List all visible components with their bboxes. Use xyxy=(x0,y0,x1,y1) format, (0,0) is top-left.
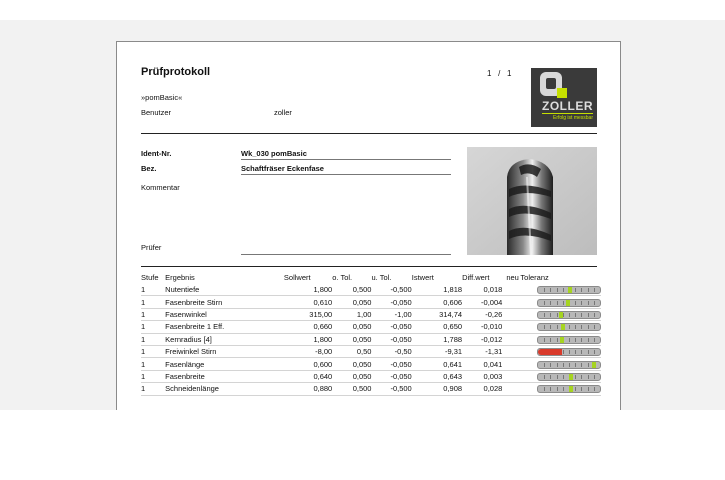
tolerance-tick xyxy=(569,350,570,354)
tolerance-tick xyxy=(544,387,545,391)
tolerance-tick xyxy=(581,325,582,329)
tolerance-tick xyxy=(569,313,570,317)
pruefer-label: Prüfer xyxy=(141,243,162,252)
cell-diffwert: 0,041 xyxy=(462,358,502,370)
cell-stufe: 1 xyxy=(141,358,165,370)
tolerance-tick xyxy=(557,325,558,329)
tolerance-tick xyxy=(575,338,576,342)
cell-neu xyxy=(502,345,520,357)
cell-otol: 0,500 xyxy=(332,383,371,395)
cell-stufe: 1 xyxy=(141,383,165,395)
table-row xyxy=(141,370,601,382)
cell-otol: 1,00 xyxy=(332,308,371,320)
benutzer-value: zoller xyxy=(274,108,292,117)
ident-value: Wk_030 pomBasic xyxy=(241,149,307,158)
cell-otol: 0,500 xyxy=(332,284,371,296)
cell-diffwert: -0,010 xyxy=(462,321,502,333)
report-title: Prüfprotokoll xyxy=(141,66,211,78)
tolerance-tick xyxy=(588,363,589,367)
cell-istwert: 0,641 xyxy=(412,358,462,370)
logo-square xyxy=(557,88,567,98)
tolerance-out-marker xyxy=(538,349,562,355)
cell-neu xyxy=(502,296,520,308)
tolerance-tick xyxy=(563,363,564,367)
cell-sollwert: 1,800 xyxy=(284,284,332,296)
pruefer-signature-line xyxy=(241,254,451,255)
cell-utol: -0,500 xyxy=(371,284,411,296)
tolerance-tick xyxy=(557,301,558,305)
cell-toleranz xyxy=(520,321,601,333)
cell-utol: -0,50 xyxy=(371,345,411,357)
cell-ergebnis: Fasenwinkel xyxy=(165,308,284,320)
tolerance-tick xyxy=(550,338,551,342)
cell-istwert: 0,606 xyxy=(412,296,462,308)
tolerance-tick xyxy=(544,325,545,329)
table-row xyxy=(141,284,601,296)
tolerance-tick xyxy=(544,301,545,305)
tolerance-tick xyxy=(581,387,582,391)
tolerance-bar xyxy=(537,299,601,307)
table-row xyxy=(141,345,601,357)
tolerance-tick xyxy=(581,301,582,305)
tolerance-tick xyxy=(544,338,545,342)
tolerance-tick xyxy=(575,313,576,317)
tolerance-tick xyxy=(569,325,570,329)
tolerance-tick xyxy=(557,288,558,292)
tolerance-tick xyxy=(550,301,551,305)
tolerance-tick xyxy=(550,387,551,391)
cell-istwert: 0,643 xyxy=(412,370,462,382)
page-indicator xyxy=(487,69,537,78)
page-separator: / xyxy=(498,69,501,78)
tolerance-bar xyxy=(537,286,601,294)
tolerance-tick xyxy=(575,350,576,354)
cell-neu xyxy=(502,383,520,395)
tolerance-tick xyxy=(557,375,558,379)
cell-diffwert: -0,004 xyxy=(462,296,502,308)
tolerance-tick xyxy=(544,363,545,367)
tolerance-marker xyxy=(560,337,564,343)
cell-diffwert: 0,018 xyxy=(462,284,502,296)
tolerance-tick xyxy=(575,288,576,292)
tolerance-tick xyxy=(563,375,564,379)
tolerance-tick xyxy=(594,313,595,317)
table-row xyxy=(141,321,601,333)
tool-photo xyxy=(467,147,597,255)
tolerance-bar xyxy=(537,323,601,331)
cell-neu xyxy=(502,358,520,370)
tolerance-bar xyxy=(537,361,601,369)
col-sollwert: Sollwert xyxy=(283,272,311,282)
page-total: 1 xyxy=(507,69,512,78)
cell-istwert: -9,31 xyxy=(412,345,462,357)
tolerance-tick xyxy=(544,313,545,317)
cell-stufe: 1 xyxy=(141,321,165,333)
cell-ergebnis: Nutentiefe xyxy=(165,284,284,296)
cell-stufe: 1 xyxy=(141,296,165,308)
page-number: 1 xyxy=(487,69,492,78)
cell-istwert: 314,74 xyxy=(412,308,462,320)
cell-stufe: 1 xyxy=(141,308,165,320)
cell-toleranz xyxy=(520,358,601,370)
cell-diffwert: 0,003 xyxy=(462,370,502,382)
tolerance-tick xyxy=(557,387,558,391)
cell-ergebnis: Fasenbreite 1 Eff. xyxy=(165,321,284,333)
cell-toleranz xyxy=(520,333,601,345)
tolerance-tick xyxy=(563,313,564,317)
tolerance-tick xyxy=(594,325,595,329)
tolerance-tick xyxy=(575,363,576,367)
tolerance-tick xyxy=(588,301,589,305)
tolerance-tick xyxy=(575,387,576,391)
tolerance-tick xyxy=(581,375,582,379)
ident-label: Ident-Nr. xyxy=(141,149,172,158)
cell-otol: 0,050 xyxy=(332,296,371,308)
cell-utol: -0,500 xyxy=(371,383,411,395)
tolerance-tick xyxy=(594,338,595,342)
tolerance-tick xyxy=(557,363,558,367)
header-divider xyxy=(141,133,597,134)
tolerance-tick xyxy=(581,288,582,292)
tolerance-tick xyxy=(588,338,589,342)
table-row xyxy=(141,296,601,308)
tolerance-tick xyxy=(550,288,551,292)
cell-diffwert: -0,26 xyxy=(462,308,502,320)
tolerance-tick xyxy=(563,288,564,292)
tolerance-tick xyxy=(563,350,564,354)
cell-istwert: 0,908 xyxy=(412,383,462,395)
table-row xyxy=(141,358,601,370)
cell-toleranz xyxy=(520,383,601,395)
tolerance-bar xyxy=(537,336,601,344)
tolerance-tick xyxy=(588,325,589,329)
tolerance-tick xyxy=(581,363,582,367)
cell-stufe: 1 xyxy=(141,284,165,296)
cell-diffwert: 0,028 xyxy=(462,383,502,395)
tolerance-tick xyxy=(594,350,595,354)
cell-utol: -0,050 xyxy=(371,296,411,308)
table-row xyxy=(141,333,601,345)
tolerance-tick xyxy=(588,350,589,354)
tolerance-tick xyxy=(594,387,595,391)
tolerance-tick xyxy=(563,301,564,305)
bez-value: Schaftfräser Eckenfase xyxy=(241,164,324,173)
results-table xyxy=(141,270,601,396)
col-toleranz: Toleranz xyxy=(520,272,549,282)
tolerance-tick xyxy=(581,338,582,342)
cell-otol: 0,50 xyxy=(332,345,371,357)
cell-ergebnis: Freiwinkel Stirn xyxy=(165,345,284,357)
cell-sollwert: 0,600 xyxy=(284,358,332,370)
cell-istwert: 1,818 xyxy=(412,284,462,296)
cell-sollwert: 0,640 xyxy=(284,370,332,382)
cell-sollwert: 315,00 xyxy=(284,308,332,320)
tolerance-marker xyxy=(568,287,572,293)
cell-sollwert: 0,610 xyxy=(284,296,332,308)
cell-ergebnis: Fasenbreite Stirn xyxy=(165,296,284,308)
cell-stufe: 1 xyxy=(141,370,165,382)
col-diffwert: Diff.wert xyxy=(462,272,490,282)
col-ergebnis: Ergebnis xyxy=(165,272,195,282)
tolerance-tick xyxy=(588,313,589,317)
col-istwert: Istwert xyxy=(411,272,434,282)
cell-ergebnis: Fasenlänge xyxy=(165,358,284,370)
cell-istwert: 0,650 xyxy=(412,321,462,333)
tolerance-marker xyxy=(566,300,570,306)
tolerance-tick xyxy=(550,325,551,329)
cell-otol: 0,050 xyxy=(332,321,371,333)
cell-diffwert: -1,31 xyxy=(462,345,502,357)
tolerance-bar xyxy=(537,385,601,393)
logo-brand: ZOLLER xyxy=(542,99,593,113)
tolerance-tick xyxy=(569,338,570,342)
tolerance-tick xyxy=(594,288,595,292)
program-name: »pomBasic« xyxy=(141,93,183,102)
tolerance-tick xyxy=(557,338,558,342)
table-top-line xyxy=(141,266,597,267)
cell-otol: 0,050 xyxy=(332,370,371,382)
tolerance-tick xyxy=(588,387,589,391)
tolerance-bar xyxy=(537,348,601,356)
zoller-logo xyxy=(531,68,597,127)
cell-istwert: 1,788 xyxy=(412,333,462,345)
cell-diffwert: -0,012 xyxy=(462,333,502,345)
tolerance-tick xyxy=(550,375,551,379)
tolerance-tick xyxy=(557,313,558,317)
tolerance-tick xyxy=(544,375,545,379)
tolerance-tick xyxy=(581,313,582,317)
tolerance-tick xyxy=(544,288,545,292)
tolerance-tick xyxy=(594,301,595,305)
cell-ergebnis: Schneidenlänge xyxy=(165,383,284,395)
cell-neu xyxy=(502,284,520,296)
cell-ergebnis: Kernradius [4] xyxy=(165,333,284,345)
col-utol: u. Tol. xyxy=(371,272,392,282)
tolerance-tick xyxy=(575,325,576,329)
tolerance-marker xyxy=(561,324,565,330)
col-neu: neu xyxy=(506,272,519,282)
cell-otol: 0,050 xyxy=(332,333,371,345)
tolerance-tick xyxy=(575,375,576,379)
report-sheet xyxy=(116,41,621,410)
table-row xyxy=(141,308,601,320)
cell-sollwert: -8,00 xyxy=(284,345,332,357)
tolerance-tick xyxy=(594,375,595,379)
tolerance-marker xyxy=(569,374,573,380)
tolerance-tick xyxy=(588,288,589,292)
cell-sollwert: 0,880 xyxy=(284,383,332,395)
cell-neu xyxy=(502,308,520,320)
tolerance-tick xyxy=(563,387,564,391)
kommentar-label: Kommentar xyxy=(141,183,180,192)
cell-toleranz xyxy=(520,345,601,357)
logo-slogan: Erfolg ist messbar xyxy=(552,115,593,121)
cell-otol: 0,050 xyxy=(332,358,371,370)
cell-neu xyxy=(502,370,520,382)
cell-stufe: 1 xyxy=(141,345,165,357)
tolerance-bar xyxy=(537,373,601,381)
cell-toleranz xyxy=(520,308,601,320)
cell-toleranz xyxy=(520,370,601,382)
ident-underline xyxy=(241,159,451,160)
bez-underline xyxy=(241,174,451,175)
tolerance-tick xyxy=(550,363,551,367)
cell-toleranz xyxy=(520,296,601,308)
bez-label: Bez. xyxy=(141,164,157,173)
table-row xyxy=(141,383,601,395)
tolerance-tick xyxy=(581,350,582,354)
cell-toleranz xyxy=(520,284,601,296)
tolerance-marker xyxy=(569,386,573,392)
col-stufe: Stufe xyxy=(141,272,159,282)
cell-sollwert: 1,800 xyxy=(284,333,332,345)
cell-neu xyxy=(502,321,520,333)
tolerance-marker xyxy=(592,362,596,368)
cell-ergebnis: Fasenbreite xyxy=(165,370,284,382)
col-otol: o. Tol. xyxy=(332,272,353,282)
cell-utol: -0,050 xyxy=(371,358,411,370)
cell-stufe: 1 xyxy=(141,333,165,345)
benutzer-label: Benutzer xyxy=(141,108,172,117)
tolerance-marker xyxy=(559,312,563,318)
tolerance-tick xyxy=(550,313,551,317)
tolerance-tick xyxy=(569,363,570,367)
cell-neu xyxy=(502,333,520,345)
cell-sollwert: 0,660 xyxy=(284,321,332,333)
tolerance-tick xyxy=(588,375,589,379)
cell-utol: -0,050 xyxy=(371,321,411,333)
cell-utol: -1,00 xyxy=(371,308,411,320)
tolerance-tick xyxy=(575,301,576,305)
cell-utol: -0,050 xyxy=(371,333,411,345)
tolerance-bar xyxy=(537,311,601,319)
cell-utol: -0,050 xyxy=(371,370,411,382)
table-header-row xyxy=(141,270,601,284)
